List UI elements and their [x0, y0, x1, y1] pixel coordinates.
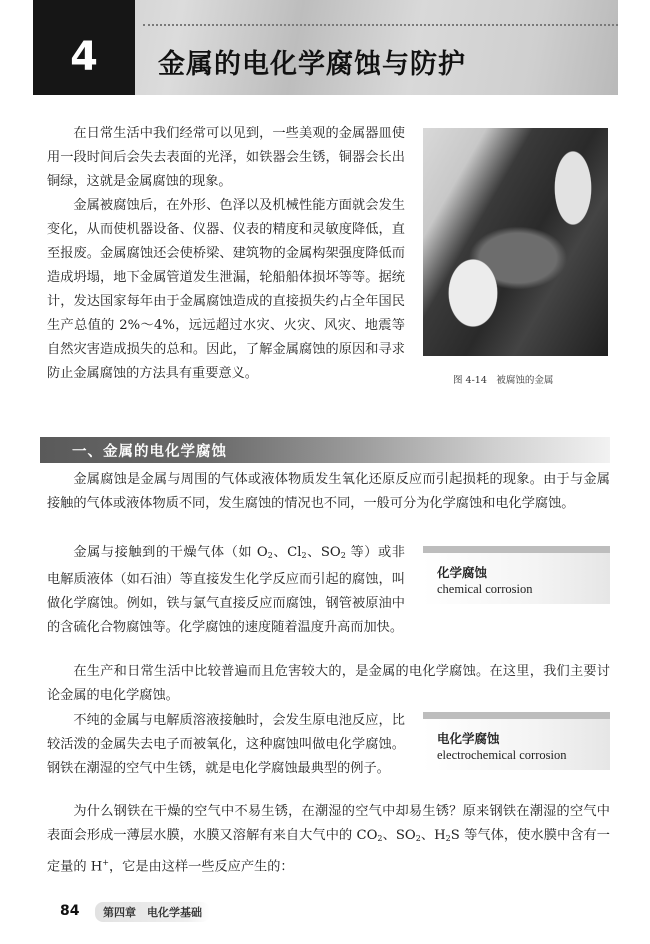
figure-caption: 图 4-14 被腐蚀的金属 [453, 375, 554, 386]
section-paragraph-5: 为什么钢铁在干燥的空气中不易生锈，在潮湿的空气中却易生锈？原来钢铁在潮湿的空气中表面会形成一薄层水膜，水膜又溶解有来自大气中的 $CO_2$、$SO_2$、$H_2S$ 等气体，使水膜中含有一定量的 H+，它是由这样一些反应产生的： [47, 804, 610, 875]
glossary-box-chemical-corrosion [423, 546, 610, 604]
glossary-term-en: chemical corrosion [437, 582, 533, 596]
page-number: 84 [60, 903, 80, 919]
corroded-metal-photo [423, 128, 608, 356]
section-paragraph-1: 金属腐蚀是金属与周围的气体或液体物质发生氧化还原反应而引起损耗的现象。由于与金属接触的气体或液体物质不同，发生腐蚀的情况也不同，一般可分为化学腐蚀和电化学腐蚀。 [47, 472, 610, 511]
glossary-term-zh: 电化学腐蚀 [437, 731, 500, 746]
subsection-heading-band [40, 437, 610, 463]
section-paragraph-2: 金属与接触到的干燥气体（如 $O_2$、$Cl_2$、$SO_2$ 等）或非电解质液体（如石油）等直接发生化学反应而引起的腐蚀，叫做化学腐蚀。例如，铁与氯气直接反应而腐蚀，钢管被原油中的含硫化合物腐蚀等。化学腐蚀的速度随着温度升高而加快。 [47, 545, 405, 635]
intro-paragraph-2: 金属被腐蚀后，在外形、色泽以及机械性能方面就会发生变化，从而使机器设备、仪器、仪表的精度和灵敏度降低，直至报废。金属腐蚀还会使桥梁、建筑物的金属构架强度降低而造成坍塌，地下金属管道发生泄漏，轮船船体损坏等等。据统计，发达国家每年由于金属腐蚀造成的直接损失约占全年国民生产总值的 2%～4%，远远超过水灾、火灾、风灾、地震等自然灾害造成损失的总和。因此，了解金属腐蚀的原因和寻求防止金属腐蚀的方法具有重要意义。 [47, 198, 405, 381]
section-paragraph-4: 不纯的金属与电解质溶液接触时，会发生原电池反应，比较活泼的金属失去电子而被氧化，这种腐蚀叫做电化学腐蚀。钢铁在潮湿的空气中生锈，就是电化学腐蚀最典型的例子。 [47, 713, 405, 776]
section-number: 4 [70, 34, 98, 80]
subsection-heading: 一、金属的电化学腐蚀 [72, 444, 227, 460]
chapter-label: 第四章 电化学基础 [95, 902, 210, 922]
intro-paragraph-1: 在日常生活中我们经常可以见到，一些美观的金属器皿使用一段时间后会失去表面的光泽，如铁器会生锈，铜器会长出铜绿，这就是金属腐蚀的现象。 [47, 126, 405, 189]
glossary-bar [423, 546, 610, 553]
glossary-term-en: electrochemical corrosion [437, 748, 567, 762]
section-paragraph-3: 在生产和日常生活中比较普遍而且危害较大的，是金属的电化学腐蚀。在这里，我们主要讨论金属的电化学腐蚀。 [47, 664, 610, 703]
glossary-box-electrochemical-corrosion [423, 712, 610, 770]
section-header [33, 0, 618, 95]
section-number-block [33, 0, 135, 95]
glossary-term-zh: 化学腐蚀 [437, 565, 488, 580]
glossary-bar [423, 712, 610, 719]
dotted-divider [143, 24, 618, 26]
section-title: 金属的电化学腐蚀与防护 [158, 49, 466, 80]
